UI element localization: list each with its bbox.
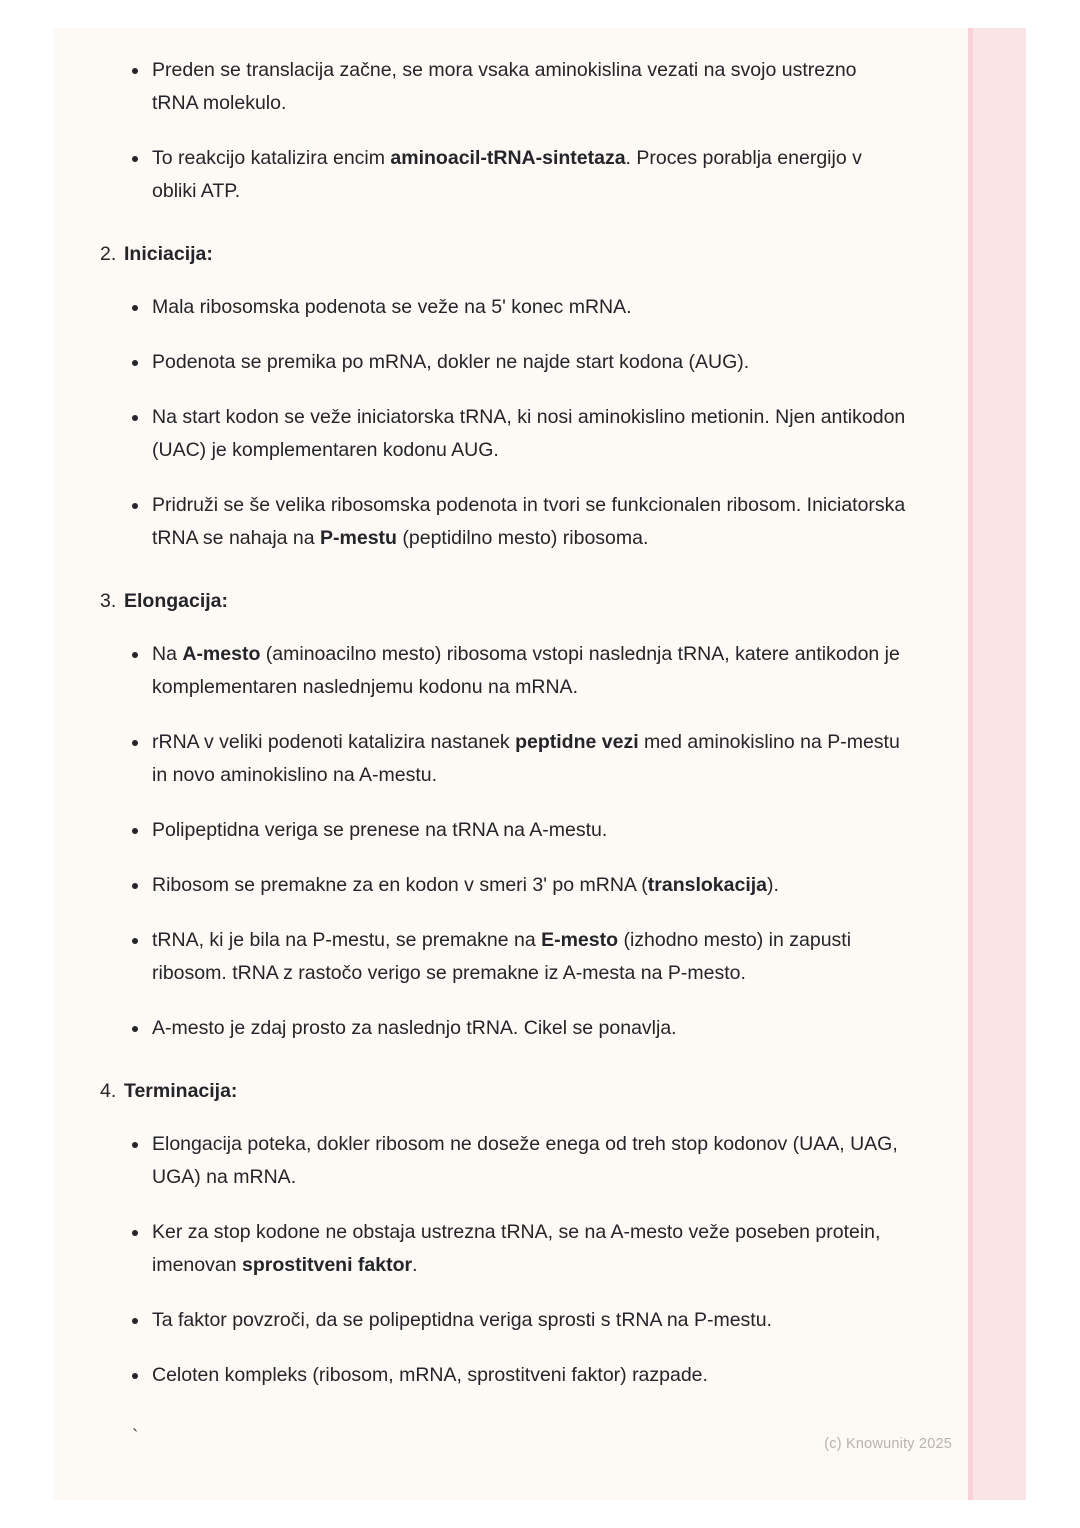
copyright-footer: (c) Knowunity 2025 [824,1436,952,1452]
stray-mark: ` [132,1427,139,1448]
list-item [100,401,906,467]
list-item [100,1216,906,1282]
emphasis-text: E-mesto [541,929,619,951]
body-text: Mala ribosomska podenota se veže na 5' konec mRNA. [152,296,632,318]
body-text: Preden se translacija začne, se mora vsaka aminokislina vezati na svojo ustrezno tRNA molekulo. [152,59,857,114]
body-text: (aminoacilno mesto) ribosoma vstopi naslednja tRNA, katere antikodon je komplementaren naslednjemu kodonu na mRNA. [152,643,900,698]
emphasis-text: sprostitveni faktor [241,1254,413,1276]
body-text: . Proces porablja energijo v obliki ATP. [152,147,862,202]
list-item [100,814,906,847]
section-title: Iniciacija: [124,243,213,265]
list-item [100,726,906,792]
section-bullet-list [100,638,906,1045]
emphasis-text: translokacija [647,874,767,896]
body-text: . [412,1254,418,1276]
body-text: med aminokislino na P-mestu in novo aminokislino na A-mestu. [152,731,900,786]
section-heading [100,238,906,271]
section-title: Terminacija: [124,1080,238,1102]
section-title: Elongacija: [124,590,229,612]
body-text: Ker za stop kodone ne obstaja ustrezna tRNA, se na A-mesto veže poseben protein, imenovan [152,1221,881,1276]
body-text: rRNA v veliki podenoti katalizira nastanek [152,731,516,753]
body-text: Ribosom se premakne za en kodon v smeri 3' po mRNA ( [152,874,648,896]
body-text: (izhodno mesto) in zapusti ribosom. tRNA z rastočo verigo se premakne iz A-mesta na P-mesto. [152,929,852,984]
list-item [100,489,906,555]
body-text: Podenota se premika po mRNA, dokler ne najde start kodona (AUG). [152,351,750,373]
list-item [100,346,906,379]
list-item [100,638,906,704]
body-text: ). [767,874,779,896]
body-text: tRNA, ki je bila na P-mestu, se premakne na [152,929,542,951]
document-page [54,28,1026,1500]
section-number: 2. [100,243,117,265]
body-text: Polipeptidna veriga se prenese na tRNA na A-mestu. [152,819,608,841]
body-text: Ta faktor povzroči, da se polipeptidna veriga sprosti s tRNA na P-mestu. [152,1309,772,1331]
emphasis-text: A-mesto [182,643,261,665]
list-item [100,1128,906,1194]
list-item [100,1012,906,1045]
body-text: Elongacija poteka, dokler ribosom ne doseže enega od treh stop kodonov (UAA, UAG, UGA) na mRNA. [152,1133,898,1188]
intro-bullet-list [100,54,906,208]
emphasis-text: P-mestu [320,527,397,549]
body-text: Pridruži se še velika ribosomska podenota in tvori se funkcionalen ribosom. Iniciatorska tRNA se nahaja na [152,494,906,549]
emphasis-text: peptidne vezi [515,731,639,753]
body-text: (peptidilno mesto) ribosoma. [396,527,649,549]
section-number: 4. [100,1080,117,1102]
document-content [54,28,1026,1448]
list-item [100,1304,906,1337]
body-text: Na [152,643,183,665]
section-bullet-list [100,291,906,555]
sections-container [100,238,906,1392]
section-heading [100,1075,906,1108]
list-item [100,869,906,902]
list-item [100,291,906,324]
emphasis-text: aminoacil-tRNA-sintetaza [390,147,626,169]
section-heading [100,585,906,618]
section-number: 3. [100,590,117,612]
list-item [100,142,906,208]
section-bullet-list [100,1128,906,1392]
list-item [100,924,906,990]
body-text: Na start kodon se veže iniciatorska tRNA, ki nosi aminokislino metionin. Njen antikodon (UAC) je komplementaren kodonu AUG. [152,406,906,461]
body-text: Celoten kompleks (ribosom, mRNA, sprostitveni faktor) razpade. [152,1364,708,1386]
list-item [100,54,906,120]
body-text: To reakcijo katalizira encim [152,147,391,169]
body-text: A-mesto je zdaj prosto za naslednjo tRNA. Cikel se ponavlja. [152,1017,677,1039]
list-item [100,1359,906,1392]
